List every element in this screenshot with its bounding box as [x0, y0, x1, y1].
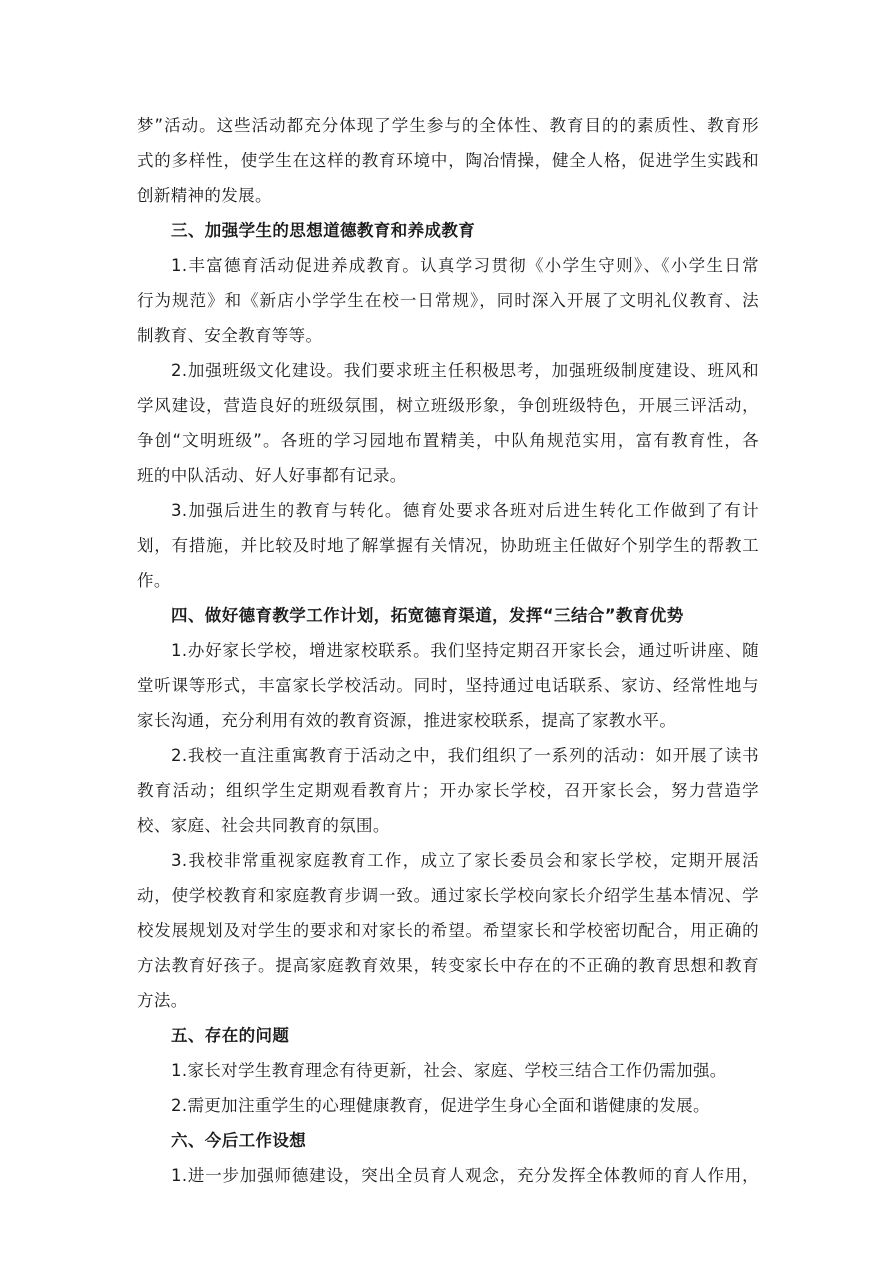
text-line: 2.我校一直注重寓教育于活动之中，我们组织了一系列的活动：如开展了读书 [171, 746, 759, 765]
text-line: 堂听课等形式，丰富家长学校活动。同时，坚持通过电话联系、家访、经常性地与 [137, 676, 759, 695]
text-line: 1.丰富德育活动促进养成教育。认真学习贯彻《小学生守则》、《小学生日常 [171, 256, 759, 275]
text-line: 方法。 [137, 991, 188, 1010]
text-line: 制教育、安全教育等等。 [137, 326, 323, 345]
text-line: 学风建设，营造良好的班级氛围，树立班级形象，争创班级特色，开展三评活动， [137, 396, 759, 415]
text-line: 动，使学校教育和家庭教育步调一致。通过家长学校向家长介绍学生基本情况、学 [137, 886, 759, 905]
text-line: 1.办好家长学校，增进家校联系。我们坚持定期召开家长会，通过听讲座、随 [171, 641, 759, 660]
text-line: 行为规范》和《新店小学学生在校一日常规》，同时深入开展了文明礼仪教育、法 [137, 291, 759, 310]
text-line: 教育活动；组织学生定期观看教育片；开办家长学校，召开家长会，努力营造学 [137, 781, 759, 800]
text-line: 2.加强班级文化建设。我们要求班主任积极思考，加强班级制度建设、班风和 [171, 361, 759, 380]
section-heading: 六、今后工作设想 [171, 1131, 307, 1150]
text-line: 创新精神的发展。 [137, 186, 272, 205]
text-line: 1.进一步加强师德建设，突出全员育人观念，充分发挥全体教师的育人作用， [171, 1166, 759, 1185]
text-line: 梦”活动。这些活动都充分体现了学生参与的全体性、教育目的的素质性、教育形 [137, 116, 759, 135]
text-line: 3.加强后进生的教育与转化。德育处要求各班对后进生转化工作做到了有计 [171, 501, 759, 520]
section-heading: 五、存在的问题 [171, 1026, 290, 1045]
text-line: 划，有措施，并比较及时地了解掌握有关情况，协助班主任做好个别学生的帮教工 [137, 536, 759, 555]
text-line: 方法教育好孩子。提高家庭教育效果，转变家长中存在的不正确的教育思想和教育 [137, 956, 759, 975]
section-heading: 三、加强学生的思想道德教育和养成教育 [171, 221, 476, 240]
section-heading: 四、做好德育教学工作计划，拓宽德育渠道，发挥“三结合”教育优势 [171, 606, 684, 625]
text-line: 校发展规划及对学生的要求和对家长的希望。希望家长和学校密切配合，用正确的 [137, 921, 759, 940]
text-line: 1.家长对学生教育理念有待更新，社会、家庭、学校三结合工作仍需加强。 [171, 1061, 727, 1080]
text-line: 2.需更加注重学生的心理健康教育，促进学生身心全面和谐健康的发展。 [171, 1096, 710, 1115]
text-line: 作。 [137, 571, 171, 590]
document-body [137, 108, 759, 1193]
text-line: 家长沟通，充分利用有效的教育资源，推进家校联系，提高了家教水平。 [137, 711, 677, 730]
text-line: 3.我校非常重视家庭教育工作，成立了家长委员会和家长学校，定期开展活 [171, 851, 759, 870]
text-line: 校、家庭、社会共同教育的氛围。 [137, 816, 390, 835]
text-line: 争创“文明班级”。各班的学习园地布置精美，中队角规范实用，富有教育性，各 [137, 431, 759, 450]
text-line: 式的多样性，使学生在这样的教育环境中，陶冶情操，健全人格，促进学生实践和 [137, 151, 759, 170]
text-line: 班的中队活动、好人好事都有记录。 [137, 466, 407, 485]
